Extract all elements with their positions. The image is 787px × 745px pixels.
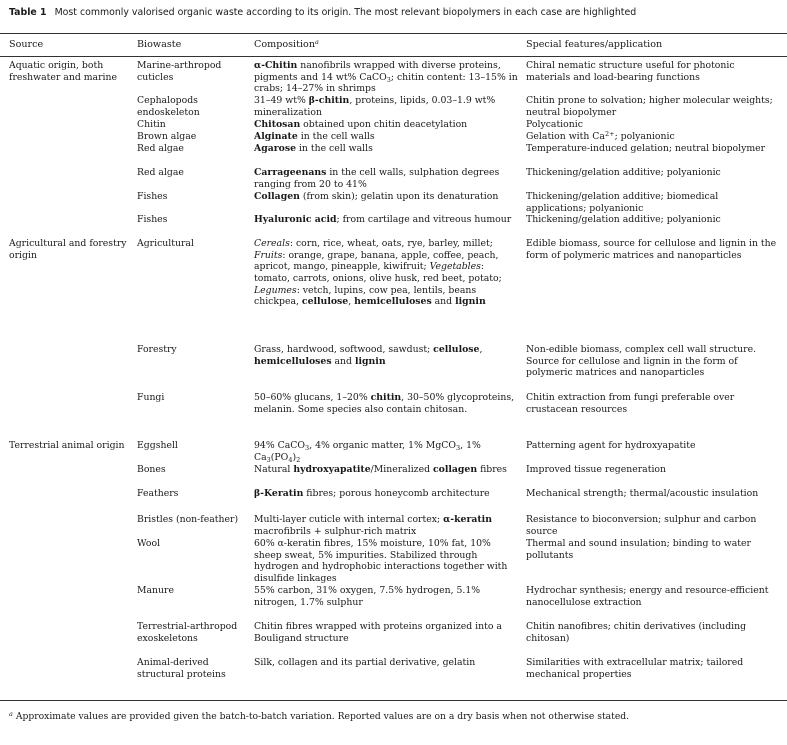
bottom-rule <box>0 700 787 701</box>
cell-source <box>9 621 137 657</box>
cell-biowaste: Forestry <box>137 344 177 356</box>
table-label: Table 1 <box>9 7 47 18</box>
cell-special-features: Thickening/gelation additive; polyanionic <box>526 167 721 178</box>
cell-biowaste: Brown algae <box>137 131 197 142</box>
cell-source <box>9 344 137 392</box>
cell-special-features: Chitin nanofibres; chitin derivatives (including chitosan) <box>526 621 747 644</box>
cell-special-features: Gelation with $Ca^{2+}$; polyanionic <box>526 131 675 142</box>
cell-special-features: Chiral nematic structure useful for photonic materials and load-bearing functions <box>526 60 735 83</box>
cell-biowaste: Red algae <box>137 143 184 154</box>
cell-source <box>9 167 137 191</box>
header-special-features: Special features/application <box>526 39 663 50</box>
cell-special-features: Resistance to bioconversion; sulphur and carbon source <box>526 514 757 537</box>
cell-composition: 50–60% glucans, 1–20% chitin, 30–50% glycoproteins, melanin. Some species also contain chitosan. <box>254 392 515 415</box>
cell-composition: Silk, collagen and its partial derivative, gelatin <box>254 657 476 669</box>
header-composition-note: a <box>315 39 319 46</box>
cell-source <box>9 119 137 131</box>
cell-special-features: Similarities with extracellular matrix; tailored mechanical properties <box>526 657 744 680</box>
cell-special-features: Hydrochar synthesis; energy and resource-efficient nanocellulose extraction <box>526 585 769 608</box>
cell-composition: 60% α-keratin fibres, 15% moisture, 10% fat, 10% sheep sweat, 5% impurities. Stabilized through hydrogen and hydrophobic interactions together with disulfide linkages <box>254 538 508 584</box>
cell-biowaste: Feathers <box>137 488 179 500</box>
footnote-mark: a <box>9 711 13 718</box>
cell-biowaste: Terrestrial-arthropod exoskeletons <box>137 621 238 644</box>
cell-source <box>9 95 137 119</box>
cell-biowaste: Red algae <box>137 167 184 178</box>
cell-biowaste: Fungi <box>137 392 165 404</box>
cell-biowaste: Chitin <box>137 119 166 130</box>
cell-composition: β-Keratin fibres; porous honeycomb architecture <box>254 488 490 500</box>
cell-composition: Chitosan obtained upon chitin deacetylation <box>254 119 468 130</box>
cell-source <box>9 657 137 693</box>
table-caption-text: Most commonly valorised organic waste according to its origin. The most relevant biopolymers in each case are highlighted <box>54 7 637 18</box>
cell-composition: Agarose in the cell walls <box>254 143 373 154</box>
table-header <box>0 39 787 51</box>
cell-source: Agricultural and forestry origin <box>9 238 127 261</box>
cell-biowaste: Eggshell <box>137 440 178 452</box>
cell-special-features: Edible biomass, source for cellulose and lignin in the form of polymeric matrices and nanoparticles <box>526 238 777 261</box>
cell-biowaste: Animal-derived structural proteins <box>137 657 226 680</box>
table-body <box>0 60 787 693</box>
cell-biowaste: Marine-arthropod cuticles <box>137 60 222 83</box>
cell-special-features: Patterning agent for hydroxyapatite <box>526 440 696 452</box>
cell-source <box>9 488 137 514</box>
cell-composition: 94% CaCO$_3$, 4% organic matter, 1% MgCO$_3$, 1% $Ca_3(PO_4)_2$ <box>254 440 481 464</box>
cell-composition: Grass, hardwood, softwood, sawdust; cellulose, hemicelluloses and lignin <box>254 344 483 367</box>
cell-composition: Collagen (from skin); gelatin upon its denaturation <box>254 191 499 202</box>
cell-biowaste: Bones <box>137 464 166 476</box>
cell-source <box>9 131 137 143</box>
cell-biowaste: Fishes <box>137 191 168 202</box>
cell-source: Aquatic origin, both freshwater and marine <box>9 60 117 83</box>
cell-biowaste: Cephalopods endoskeleton <box>137 95 200 118</box>
header-composition-label: Composition <box>254 39 316 50</box>
cell-source: Terrestrial animal origin <box>9 440 125 452</box>
cell-composition: Hyaluronic acid; from cartilage and vitreous humour <box>254 214 512 226</box>
header-source: Source <box>9 39 44 50</box>
cell-source <box>9 514 137 538</box>
table-footnote <box>9 711 779 723</box>
cell-source <box>9 191 137 214</box>
cell-special-features: Thickening/gelation additive; polyanionic <box>526 214 721 226</box>
cell-special-features: Improved tissue regeneration <box>526 464 667 476</box>
cell-special-features: Polycationic <box>526 119 583 130</box>
top-rule <box>0 33 787 34</box>
cell-composition: Carrageenans in the cell walls, sulphation degrees ranging from 20 to 41% <box>254 167 500 190</box>
cell-source <box>9 585 137 621</box>
header-biowaste: Biowaste <box>137 39 182 50</box>
table-caption <box>9 6 779 20</box>
header-rule <box>0 56 787 57</box>
cell-special-features: Non-edible biomass, complex cell wall structure. Source for cellulose and lignin in the form of polymeric matrices and nanoparticles <box>526 344 757 379</box>
cell-source <box>9 392 137 440</box>
cell-special-features: Temperature-induced gelation; neutral biopolymer <box>526 143 766 154</box>
cell-composition: Natural hydroxyapatite/Mineralized collagen fibres <box>254 464 507 476</box>
cell-source <box>9 214 137 238</box>
cell-special-features: Chitin extraction from fungi preferable over crustacean resources <box>526 392 735 415</box>
cell-biowaste: Wool <box>137 538 161 550</box>
cell-biowaste: Bristles (non-feather) <box>137 514 239 526</box>
cell-special-features: Chitin prone to solvation; higher molecular weights; neutral biopolymer <box>526 95 773 118</box>
cell-biowaste: Fishes <box>137 214 168 226</box>
header-composition <box>254 39 526 51</box>
cell-biowaste: Agricultural <box>137 238 194 250</box>
cell-composition: 55% carbon, 31% oxygen, 7.5% hydrogen, 5.1% nitrogen, 1.7% sulphur <box>254 585 481 608</box>
cell-composition: 31–49 wt% β-chitin, proteins, lipids, 0.03–1.9 wt% mineralization <box>254 95 496 118</box>
cell-composition: α-Chitin nanofibrils wrapped with diverse proteins, pigments and 14 wt% CaCO$_3$; chitin content: 13–15% in crabs; 14–27% in shrimps <box>254 60 518 95</box>
cell-composition: Cereals: corn, rice, wheat, oats, rye, barley, millet; Fruits: orange, grape, banana, apple, coffee, peach, apricot, mango, pineapple, kiwifruit; Vegetables: tomato, carrots, onions, olive husk, red beet, potato; Legumes: vetch, lupins, cow pea, lentils, beans chickpea, cellulose, hemicelluloses and lignin <box>254 238 502 308</box>
cell-composition: Alginate in the cell walls <box>254 131 375 142</box>
cell-source <box>9 538 137 585</box>
cell-source <box>9 464 137 488</box>
cell-biowaste: Manure <box>137 585 174 597</box>
cell-composition: Multi-layer cuticle with internal cortex; α-keratin macrofibrils + sulphur-rich matrix <box>254 514 492 537</box>
cell-source <box>9 143 137 167</box>
cell-special-features: Thickening/gelation additive; biomedical applications; polyanionic <box>526 191 719 214</box>
cell-special-features: Thermal and sound insulation; binding to water pollutants <box>526 538 751 561</box>
cell-special-features: Mechanical strength; thermal/acoustic insulation <box>526 488 759 500</box>
footnote-text: Approximate values are provided given the batch-to-batch variation. Reported values are on a dry basis when not otherwise stated. <box>15 711 630 722</box>
cell-composition: Chitin fibres wrapped with proteins organized into a Bouligand structure <box>254 621 502 644</box>
